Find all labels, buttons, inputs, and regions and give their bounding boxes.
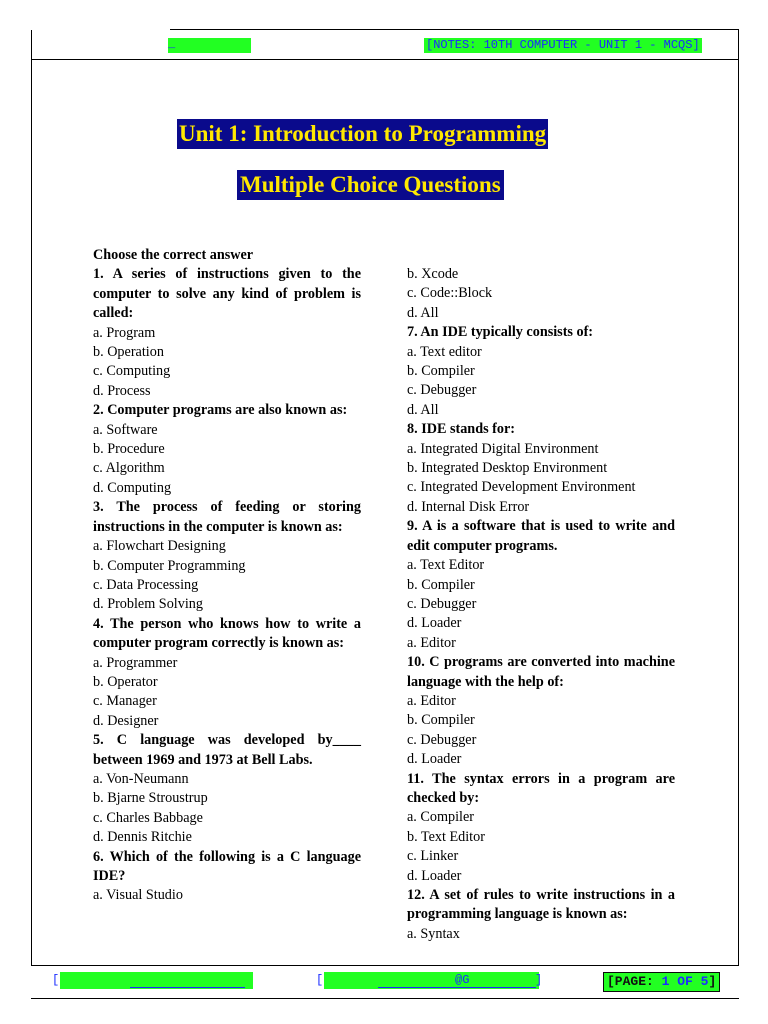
answer-option: c. Debugger (407, 731, 477, 748)
answer-option: a. Compiler (407, 809, 474, 826)
footer-bracket-middle: [ (316, 973, 324, 987)
right-column-items (407, 265, 675, 944)
footer-divider-top (31, 965, 739, 966)
answer-option: a. Editor (407, 692, 456, 709)
answer-option: a. Text editor (407, 343, 482, 360)
question: 1. A series of instructions given to the computer to solve any kind of problem is called: (93, 266, 361, 322)
answer-option: c. Charles Babbage (93, 809, 203, 826)
answer-option: b. Procedure (93, 441, 165, 458)
page-subtitle: Multiple Choice Questions (237, 170, 504, 200)
answer-option: b. Text Editor (407, 828, 485, 845)
header-left-highlight (168, 38, 251, 53)
answer-option: b. Integrated Desktop Environment (407, 460, 608, 477)
answer-option: d. All (407, 304, 439, 321)
answer-option: a. Programmer (93, 654, 178, 671)
answer-option: c. Debugger (407, 382, 477, 399)
footer-middle-text: @G (455, 973, 470, 987)
question: 9. A is a software that is used to write and edit computer programs. (407, 518, 675, 554)
question: 11. The syntax errors in a program are checked by: (407, 770, 675, 806)
footer-bracket-middle-close: ] (535, 973, 543, 987)
header-divider (31, 59, 739, 60)
answer-option: d. Process (93, 382, 151, 399)
page-label: [PAGE: (607, 974, 654, 989)
question: 7. An IDE typically consists of: (407, 324, 594, 341)
footer-bracket-left: [ (52, 973, 60, 987)
answer-option: a. Flowchart Designing (93, 538, 226, 555)
answer-option: d. Loader (407, 615, 462, 632)
answer-option: d. Dennis Ritchie (93, 829, 192, 846)
question: 12. A set of rules to write instructions in a programming language is known as: (407, 887, 675, 923)
page-frame-left (31, 30, 32, 965)
answer-option: d. Computing (93, 479, 172, 496)
answer-option: c. Data Processing (93, 576, 199, 593)
question: 6. Which of the following is a C language IDE? (93, 848, 361, 884)
question: 3. The process of feeding or storing instructions in the computer is known as: (93, 499, 361, 535)
answer-option: d. All (407, 401, 439, 418)
answer-option: b. Operator (93, 673, 158, 690)
answer-option: c. Manager (93, 693, 157, 710)
answer-option: d. Designer (93, 712, 159, 729)
answer-option: c. Code::Block (407, 285, 493, 302)
answer-option: c. Algorithm (93, 460, 165, 477)
right-column (407, 265, 675, 944)
page-close: ] (708, 974, 717, 989)
header-left-marker: _ (168, 37, 176, 51)
page-indicator (603, 972, 720, 992)
page-title: Unit 1: Introduction to Programming (177, 119, 548, 149)
instructions: Choose the correct answer (93, 247, 254, 263)
header-notes: [NOTES: 10TH COMPUTER - UNIT 1 - MCQS] (426, 38, 700, 52)
question: 5. C language was developed by____ between 1969 and 1973 at Bell Labs. (93, 732, 361, 768)
answer-option: a. Integrated Digital Environment (407, 440, 599, 457)
page-number: 1 OF 5 (661, 974, 709, 989)
footer-underline-left (130, 987, 245, 988)
question: 10. C programs are converted into machine language with the help of: (407, 654, 675, 690)
answer-option: a. Text Editor (407, 557, 485, 574)
answer-option: b. Compiler (407, 363, 475, 380)
left-column (93, 246, 361, 906)
answer-option: c. Integrated Development Environment (407, 479, 636, 496)
answer-option: a. Editor (407, 634, 456, 651)
question: 8. IDE stands for: (407, 421, 515, 438)
question: 4. The person who knows how to write a computer program correctly is known as: (93, 615, 361, 652)
answer-option: b. Computer Programming (93, 557, 246, 574)
answer-option: d. Loader (407, 751, 462, 768)
answer-option: a. Von-Neumann (93, 770, 189, 787)
page-frame-right (738, 30, 739, 965)
answer-option: c. Debugger (407, 595, 477, 612)
answer-option: d. Internal Disk Error (407, 498, 530, 515)
answer-option: b. Operation (93, 344, 164, 361)
answer-option: a. Software (93, 421, 158, 438)
answer-option: b. Xcode (407, 266, 459, 282)
answer-option: b. Bjarne Stroustrup (93, 790, 208, 807)
answer-option: a. Syntax (407, 925, 460, 942)
page-frame-top (170, 29, 739, 30)
answer-option: c. Computing (93, 363, 171, 380)
left-column-items (93, 265, 361, 905)
answer-option: b. Compiler (407, 712, 475, 729)
answer-option: d. Loader (407, 867, 462, 884)
answer-option: b. Compiler (407, 576, 475, 593)
answer-option: a. Visual Studio (93, 887, 183, 904)
answer-option: d. Problem Solving (93, 596, 203, 613)
answer-option: a. Program (93, 324, 156, 341)
footer-divider-bottom (31, 998, 739, 999)
answer-option: c. Linker (407, 848, 459, 865)
question: 2. Computer programs are also known as: (93, 402, 348, 419)
